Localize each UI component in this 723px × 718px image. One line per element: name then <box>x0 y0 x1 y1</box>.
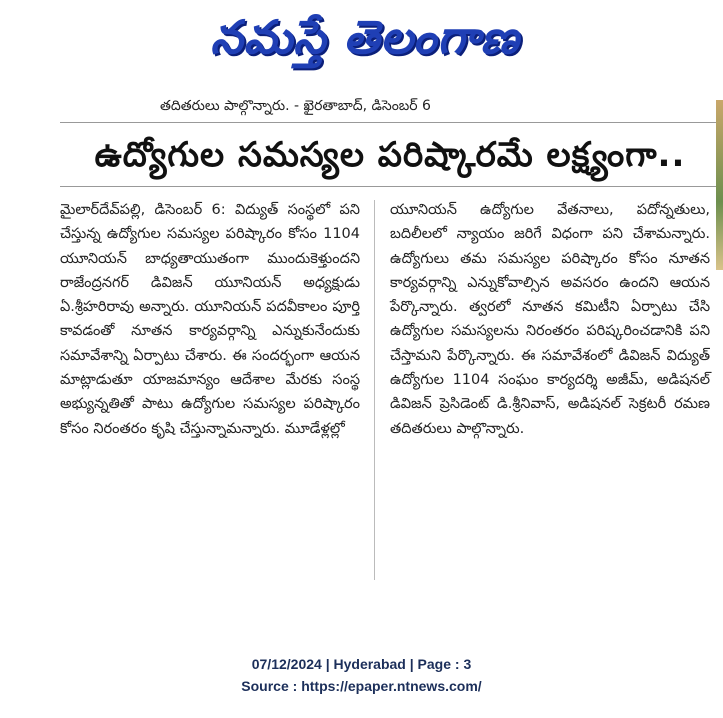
article-column-right: యూనియన్ ఉద్యోగుల వేతనాలు, పదోన్నతులు, బదిలీలలో న్యాయం జరిగే విధంగా పని చేశామన్నారు. ఉద్యోగులు తమ సమస్యల పరిష్కారం కోసం నూతన కార్యవర్గాన్ని ఎన్నుకోవాల్సిన అవసరం ఉందని ఆయన పేర్కొన్నారు. త్వరలో నూతన కమిటీని ఏర్పాటు చేసి ఉద్యోగుల సమస్యలను నిరంతరం పరిష్కరించడానికి పని చేస్తామని పేర్కొన్నారు. ఈ సమావేశంలో డివిజన్ విద్యుత్ ఉద్యోగుల 1104 సంఘం కార్యదర్శి అజీమ్, అడిషనల్ డివిజన్ ప్రెసిడెంట్ డి.శ్రీనివాస్, అడిషనల్ సెక్రటరీ రమణ తదితరులు పాల్గొన్నారు. <box>390 202 710 437</box>
article-headline: ఉద్యోగుల సమస్యల పరిష్కారమే లక్ష్యంగా.. <box>94 135 686 175</box>
column-divider <box>374 200 375 580</box>
previous-article-strip: తదితరులు పాల్గొన్నారు. - ఖైరతాబాద్, డిసెంబర్ 6 <box>160 98 431 114</box>
article-column-left: మైలార్‌దేవ్‌పల్లి, డిసెంబర్ 6: విద్యుత్ సంస్థలో పని చేస్తున్న ఉద్యోగుల సమస్యల పరిష్కారం కోసం 1104 యూనియన్ బాధ్యతాయుతంగా ముందుకెళ్తుందని రాజేంద్రనగర్ డివిజన్ యూనియన్ అధ్యక్షుడు ఏ.శ్రీహరిరావు అన్నారు. యూనియన్ పదవీకాలం పూర్తి కావడంతో నూతన కార్యవర్గాన్ని ఎన్నుకునేందుకు సమావేశాన్ని ఏర్పాటు చేశారు. ఈ సందర్భంగా ఆయన మాట్లాడుతూ యాజమాన్యం ఆదేశాల మేరకు సంస్థ అభ్యున్నతితో పాటు ఉద్యోగుల సమస్యల పరిష్కారం కోసం నిరంతరం కృషి చేస్తున్నామన్నారు. మూడేళ్లల్లో <box>60 202 360 437</box>
edition-info: 07/12/2024 | Hyderabad | Page : 3 <box>251 656 472 672</box>
cropped-photo-edge <box>716 100 723 270</box>
newspaper-masthead: నమస్తే తెలంగాణ <box>210 10 520 64</box>
divider-rule <box>60 122 720 123</box>
source-link[interactable]: Source : https://epaper.ntnews.com/ <box>241 678 482 694</box>
divider-rule <box>60 186 720 187</box>
